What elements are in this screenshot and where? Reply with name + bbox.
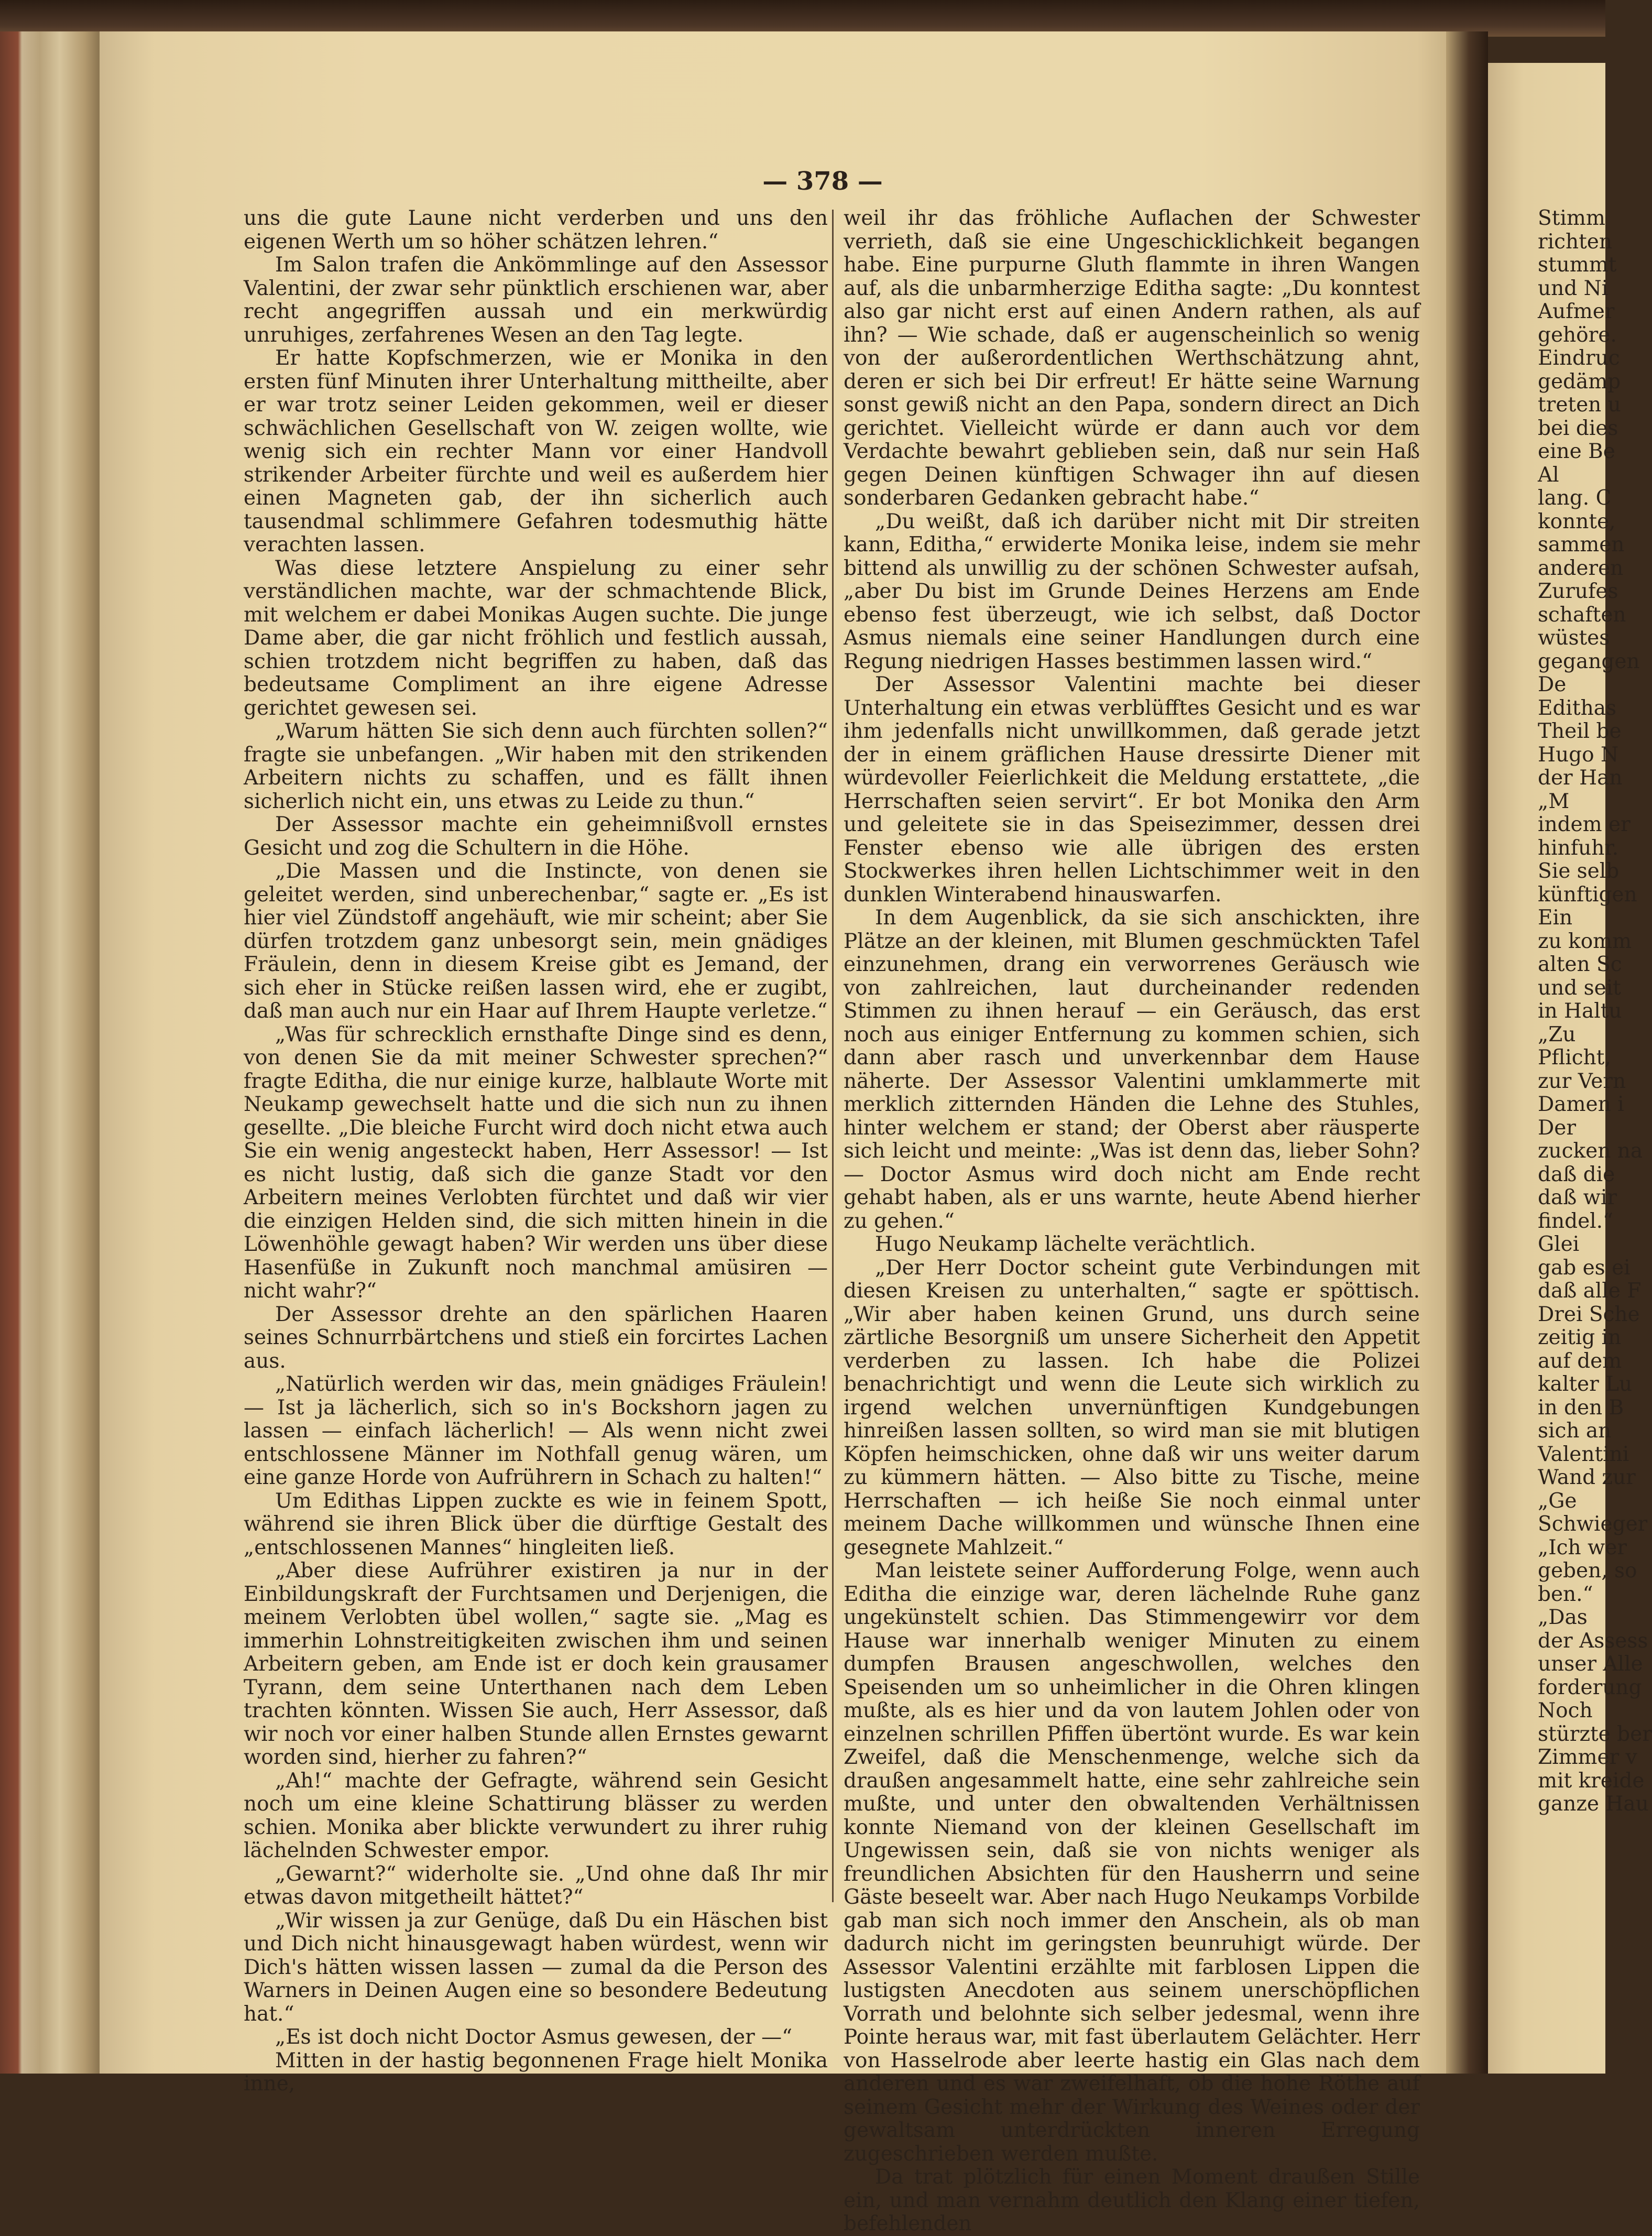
- paragraph: „Was für schrecklich ernsthafte Dinge sind es denn, von denen Sie da mit meiner Schwester sprechen?“ fragte Editha, die nur einige kurze, halblaute Worte mit Neukamp gewechselt hatte und die sich nun zu ihnen gesellte. „Die bleiche Furcht wird doch nicht etwa auch Sie ein wenig angesteckt haben, Herr Assessor! — Ist es nicht lustig, daß sich die ganze Stadt vor den Arbeitern meines Verlobten fürchtet und daß wir vier die einzigen Helden sind, die sich mitten hinein in die Löwenhöhle gewagt haben? Wir werden uns über diese Hasenfüße in Zukunft noch manchmal amüsiren — nicht wahr?“: [244, 1022, 828, 1303]
- paragraph: „Gewarnt?“ widerholte sie. „Und ohne daß Ihr mir etwas davon mitgetheilt hättet?“: [244, 1862, 828, 1909]
- paragraph: weil ihr das fröhliche Auflachen der Schwester verrieth, daß sie eine Ungeschicklichkeit begangen habe. Eine purpurne Gluth flammte in ihren Wangen auf, als die unbarmherzige Editha sagte: „Du konntest also gar nicht erst auf einen Andern rathen, als auf ihn? — Wie schade, daß er augenscheinlich so wenig von der außerordentlichen Werthschätzung ahnt, deren er sich bei Dir erfreut! Er hätte seine Warnung sonst gewiß nicht an den Papa, sondern direct an Dich gerichtet. Vielleicht würde er dann auch vor dem Verdachte bewahrt geblieben sein, daß nur sein Haß gegen Deinen künftigen Schwager ihn auf diesen sonderbaren Gedanken gebracht habe.“: [844, 206, 1420, 510]
- next-page-line-fragment: gedämp: [1538, 369, 1621, 394]
- paragraph: „Aber diese Aufrührer existiren ja nur in der Einbildungskraft der Furchtsamen und Derjenigen, die meinem Verlobten übel wollen,“ sagte sie. „Mag es immerhin Lohnstreitigkeiten zwischen ihm und seinen Arbeitern geben, am Ende ist er doch kein grausamer Tyrann, dem seine Unterthanen nach dem Leben trachten könnten. Wissen Sie auch, Herr Assessor, daß wir noch vor einer halben Stunde allen Ernstes gewarnt worden sind, hierher zu fahren?“: [244, 1559, 828, 1769]
- paragraph: Hugo Neukamp lächelte verächtlich.: [875, 1232, 1256, 1256]
- next-page-line-fragment: „Ich wer: [1538, 1535, 1627, 1559]
- next-page-line-fragment: Hugo N: [1538, 743, 1619, 767]
- next-page-line-fragment: findel.“: [1538, 1209, 1613, 1233]
- paragraph: „Ah!“ machte der Gefragte, während sein Gesicht noch um eine kleine Schattirung blässer zu werden schien. Monika aber blickte verwundert zu ihrer ruhig lächelnden Schwester empor.: [244, 1769, 828, 1862]
- next-page-line-fragment: Aufmer: [1538, 300, 1615, 323]
- paragraph: Der Assessor Valentini machte bei dieser Unterhaltung ein etwas verblüfftes Gesicht und es war ihm jedenfalls nicht unwillkommen, daß gerade jetzt der in einem gräflichen Hause dressirte Diener mit würdevoller Feierlichkeit die Meldung erstattete, „die Herrschaften seien servirt“. Er bot Monika den Arm und geleitete sie in das Speisezimmer, dessen drei Fenster ebenso wie alle übrigen des ersten Stockwerkes ihren hellen Lichtschimmer weit in den dunklen Winterabend hinauswarfen.: [844, 673, 1420, 907]
- next-page-line-fragment: Eindruc: [1538, 346, 1620, 370]
- next-page-line-fragment: Noch: [1538, 1699, 1593, 1722]
- next-page-line-fragment: geben, so: [1538, 1559, 1637, 1583]
- next-page-line-fragment: Glei: [1538, 1232, 1580, 1256]
- page-number: — 378 —: [762, 167, 883, 196]
- next-page-line-fragment: forderung: [1538, 1675, 1642, 1699]
- paragraph: uns die gute Laune nicht verderben und uns den eigenen Werth um so höher schätzen lehren.“: [244, 206, 828, 254]
- next-page-line-fragment: Zurufes: [1538, 580, 1618, 603]
- paragraph: „Du weißt, daß ich darüber nicht mit Dir streiten kann, Editha,“ erwiderte Monika leise, indem sie mehr bittend als unwillig zu der schönen Schwester aufsah, „aber Du bist im Grunde Deines Herzens am Ende ebenso fest überzeugt, wie ich selbst, daß Doctor Asmus niemals eine seiner Handlungen durch eine Regung niedrigen Hasses bestimmen lassen wird.“: [844, 509, 1420, 673]
- next-page-line-fragment: daß alle F: [1538, 1279, 1642, 1303]
- paragraph: Er hatte Kopfschmerzen, wie er Monika in den ersten fünf Minuten ihrer Unterhaltung mittheilte, aber er war trotz seiner Leiden gekommen, weil er dieser schwächlichen Gesellschaft von W. zeigen wollte, wie wenig sich ein rechter Mann vor einer Handvoll strikender Arbeiter fürchte und weil es außerdem hier einen Magneten gab, der ihn sicherlich auch tausendmal schlimmere Gefahren todesmuthig hätte verachten lassen.: [244, 346, 828, 557]
- paragraph: „Die Massen und die Instincte, von denen sie geleitet werden, sind unberechenbar,“ sagte er. „Es ist hier viel Zündstoff angehäuft, wie mir scheint; aber Sie dürfen trotzdem ganz unbesorgt sein, mein gnädiges Fräulein, denn in diesem Kreise gibt es Jemand, der sich eher in Stücke reißen lassen wird, ehe er zugibt, daß man auch nur ein Haar auf Ihrem Haupte verletze.“: [244, 859, 828, 1023]
- paragraph: „Natürlich werden wir das, mein gnädiges Fräulein! — Ist ja lächerlich, sich so in's Bockshorn jagen zu lassen — einfach lächerlich! — Als wenn nicht zwei entschlossene Männer im Nothfall genug wären, um eine ganze Horde von Aufrührern in Schach zu halten!“: [244, 1372, 828, 1489]
- next-page-line-fragment: Zimmer v: [1538, 1746, 1637, 1769]
- next-page-line-fragment: treten u: [1538, 393, 1621, 417]
- next-page-line-fragment: kalter Lu: [1538, 1372, 1633, 1396]
- next-page-line-fragment: indem er: [1538, 813, 1631, 836]
- paragraph: Mitten in der hastig begonnenen Frage hielt Monika inne,: [244, 2048, 828, 2096]
- next-page-line-fragment: schaften: [1538, 603, 1626, 627]
- next-page-line-fragment: Sie selb: [1538, 859, 1620, 883]
- paragraph: „Es ist doch nicht Doctor Asmus gewesen, der —“: [275, 2025, 793, 2049]
- next-page-line-fragment: Pflicht,: [1538, 1046, 1611, 1070]
- next-page-line-fragment: gegangen: [1538, 649, 1640, 673]
- next-page-line-fragment: mit kreide: [1538, 1769, 1645, 1793]
- next-page-line-fragment: in Haltu: [1538, 999, 1622, 1023]
- next-page-line-fragment: Al: [1538, 463, 1559, 487]
- next-page-line-fragment: wüstes: [1538, 626, 1610, 650]
- next-page-line-fragment: lang. C: [1538, 486, 1612, 510]
- paragraph: „Wir wissen ja zur Genüge, daß Du ein Häschen bist und Dich nicht hinausgewagt haben würdest, wenn wir Dich's hätten wissen lassen — zumal da die Person des Warners in Deinen Augen eine so besondere Bedeutung hat.“: [244, 1908, 828, 2026]
- next-page-line-fragment: Theil be: [1538, 719, 1622, 743]
- next-page-line-fragment: anderen: [1538, 556, 1624, 580]
- next-page-line-fragment: in den B: [1538, 1395, 1624, 1420]
- paragraph: Der Assessor drehte an den spärlichen Haaren seines Schnurrbärtchens und stieß ein forcirtes Lachen aus.: [244, 1302, 828, 1373]
- next-page-text-fragments: [1538, 206, 1652, 1816]
- next-page-line-fragment: der Assess: [1538, 1629, 1648, 1653]
- next-page-line-fragment: Wand zur: [1538, 1466, 1636, 1489]
- next-page-line-fragment: daß wir: [1538, 1186, 1617, 1209]
- next-page-line-fragment: „Zu: [1538, 1022, 1576, 1046]
- text-column-right: [828, 207, 1420, 2236]
- next-page-line-fragment: sich an: [1538, 1419, 1612, 1443]
- next-page-line-fragment: zucken na: [1538, 1139, 1643, 1163]
- next-page-line-fragment: daß die: [1538, 1162, 1615, 1186]
- next-page-line-fragment: stummt: [1538, 253, 1617, 277]
- next-page-line-fragment: unser Alle: [1538, 1652, 1643, 1676]
- next-page-line-fragment: zu komm: [1538, 929, 1632, 953]
- next-page-line-fragment: Drei Sche: [1538, 1302, 1640, 1326]
- next-page-line-fragment: Edithas: [1538, 696, 1616, 720]
- paragraph: Da trat plötzlich für einen Moment draußen Stille ein, und man vernahm deutlich den Klang einer tiefen, befehlenden: [844, 2165, 1420, 2235]
- next-page-line-fragment: der Han: [1538, 766, 1623, 790]
- next-page-line-fragment: Schwieger: [1538, 1512, 1648, 1536]
- next-page-line-fragment: gehöre.: [1538, 323, 1617, 347]
- next-page-line-fragment: hinfuhr.: [1538, 836, 1619, 860]
- next-page-line-fragment: „M: [1538, 789, 1570, 813]
- paragraph: „Der Herr Doctor scheint gute Verbindungen mit diesen Kreisen zu unterhalten,“ sagte er spöttisch. „Wir aber haben keinen Grund, uns durch seine zärtliche Besorgniß um unsere Sicherheit den Appetit verderben zu lassen. Ich habe die Polizei benachrichtigt und wenn die Leute sich wirklich zu irgend welchen unvernünftigen Kundgebungen hinreißen lassen sollten, so wird man sie mit blutigen Köpfen heimschicken, ohne daß wir uns weiter darum zu kümmern hätten. — Also bitte zu Tische, meine Herrschaften — ich heiße Sie noch einmal unter meinem Dache willkommen und wünsche Ihnen eine gesegnete Mahlzeit.“: [844, 1256, 1420, 1559]
- next-page-line-fragment: auf dem: [1538, 1349, 1622, 1373]
- paragraph: Man leistete seiner Aufforderung Folge, wenn auch Editha die einzige war, deren lächelnde Ruhe ganz ungekünstelt schien. Das Stimmengewirr vor dem Hause war innerhalb weniger Minuten zu einem dumpfen Brausen angeschwollen, welches den Speisenden um so unheimlicher in die Ohren klingen mußte, als es hier und da von lautem Johlen oder von einzelnen schrillen Pfiffen übertönt wurde. Es war kein Zweifel, daß die Menschenmenge, welche sich da draußen angesammelt hatte, eine sehr zahlreiche sein mußte, und unter den obwaltenden Verhältnissen konnte Niemand von der kleinen Gesellschaft im Ungewissen sein, daß sie von nichts weniger als freundlichen Absichten für den Hausherrn und seine Gäste beseelt war. Aber nach Hugo Neukamps Vorbilde gab man sich noch immer den Anschein, als ob man dadurch nicht im geringsten beunruhigt würde. Der Assessor Valentini erzählte mit farblosen Lippen die lustigsten Anecdoten aus seinem unerschöpflichen Vorrath und belohnte sich selber jedesmal, wenn ihre Pointe heraus war, mit fast überlautem Gelächter. Herr von Hasselrode aber leerte hastig ein Glas nach dem anderen und es war zweifelhaft, ob die hohe Röthe auf seinem Gesicht mehr der Wirkung des Weines oder der gewaltsam unterdrückten inneren Erregung zugeschrieben werden mußte.: [844, 1559, 1420, 2166]
- next-page-line-fragment: „Ge: [1538, 1489, 1577, 1513]
- book-page-edges: [0, 31, 100, 2074]
- paragraph: Was diese letztere Anspielung zu einer sehr verständlichen machte, war der schmachtende Blick, mit welchem er dabei Monikas Augen suchte. Die junge Dame aber, die gar nicht fröhlich und festlich aussah, schien trotzdem nicht begriffen zu haben, daß das bedeutsame Compliment an ihre eigene Adresse gerichtet gewesen sei.: [244, 556, 828, 720]
- next-page-line-fragment: zur Vern: [1538, 1069, 1626, 1093]
- next-page-line-fragment: und seit: [1538, 976, 1621, 1000]
- next-page-line-fragment: Der: [1538, 1116, 1576, 1140]
- next-page-line-fragment: „Das: [1538, 1606, 1588, 1629]
- next-page-line-fragment: ganze Hau: [1538, 1792, 1649, 1816]
- next-page-line-fragment: eine Be: [1538, 440, 1615, 463]
- next-page-line-fragment: Valentini: [1538, 1442, 1629, 1466]
- next-page-line-fragment: alten Sc: [1538, 953, 1622, 976]
- next-page-line-fragment: De: [1538, 673, 1567, 696]
- next-page-line-fragment: zeitig in: [1538, 1326, 1622, 1349]
- next-page-line-fragment: künftigen: [1538, 882, 1637, 907]
- text-column-left: [244, 207, 828, 2096]
- next-page-line-fragment: sammen: [1538, 533, 1625, 557]
- next-page-line-fragment: Ein: [1538, 906, 1573, 930]
- paragraph: In dem Augenblick, da sie sich anschickten, ihre Plätze an der kleinen, mit Blumen geschmückten Tafel einzunehmen, drang ein verworrenes Geräusch wie von zahlreichen, laut durcheinander redenden Stimmen zu ihnen herauf — ein Geräusch, das erst noch aus einiger Entfernung zu kommen schien, sich dann aber rasch und unverkennbar dem Hause näherte. Der Assessor Valentini umklammerte mit merklich zitternden Händen die Lehne des Stuhles, hinter welchem er stand; der Oberst aber räusperte sich leicht und meinte: „Was ist denn das, lieber Sohn? — Doctor Asmus wird doch nicht am Ende recht gehabt haben, als er uns warnte, heute Abend hierher zu gehen.“: [844, 906, 1420, 1233]
- next-page-line-fragment: Damen i: [1538, 1093, 1624, 1116]
- paragraph: Im Salon trafen die Ankömmlinge auf den Assessor Valentini, der zwar sehr pünktlich erschienen war, aber recht angegriffen aussah und ein merkwürdig unruhiges, zerfahrenes Wesen an den Tag legte.: [244, 253, 828, 347]
- next-page-line-fragment: ben.“: [1538, 1582, 1593, 1606]
- next-page-line-fragment: und Ni: [1538, 276, 1609, 300]
- next-page-line-fragment: konnte,: [1538, 509, 1616, 533]
- next-page-line-fragment: Stimm: [1538, 206, 1605, 230]
- next-page-line-fragment: stürzte ber: [1538, 1722, 1652, 1746]
- next-page-line-fragment: gab es ei: [1538, 1256, 1631, 1280]
- paragraph: Der Assessor machte ein geheimnißvoll ernstes Gesicht und zog die Schultern in die Höhe.: [244, 813, 828, 860]
- book-gutter: [1446, 31, 1488, 2074]
- paragraph: Um Edithas Lippen zuckte es wie in feinem Spott, während sie ihren Blick über die dürftige Gestalt des „entschlossenen Mannes“ hingleiten ließ.: [244, 1489, 828, 1559]
- paragraph: „Warum hätten Sie sich denn auch fürchten sollen?“ fragte sie unbefangen. „Wir haben mit den strikenden Arbeitern nichts zu schaffen, und es fällt ihnen sicherlich nicht ein, uns etwas zu Leide zu thun.“: [244, 719, 828, 813]
- next-page-line-fragment: richten: [1538, 230, 1612, 254]
- next-page-line-fragment: bei dies: [1538, 416, 1618, 440]
